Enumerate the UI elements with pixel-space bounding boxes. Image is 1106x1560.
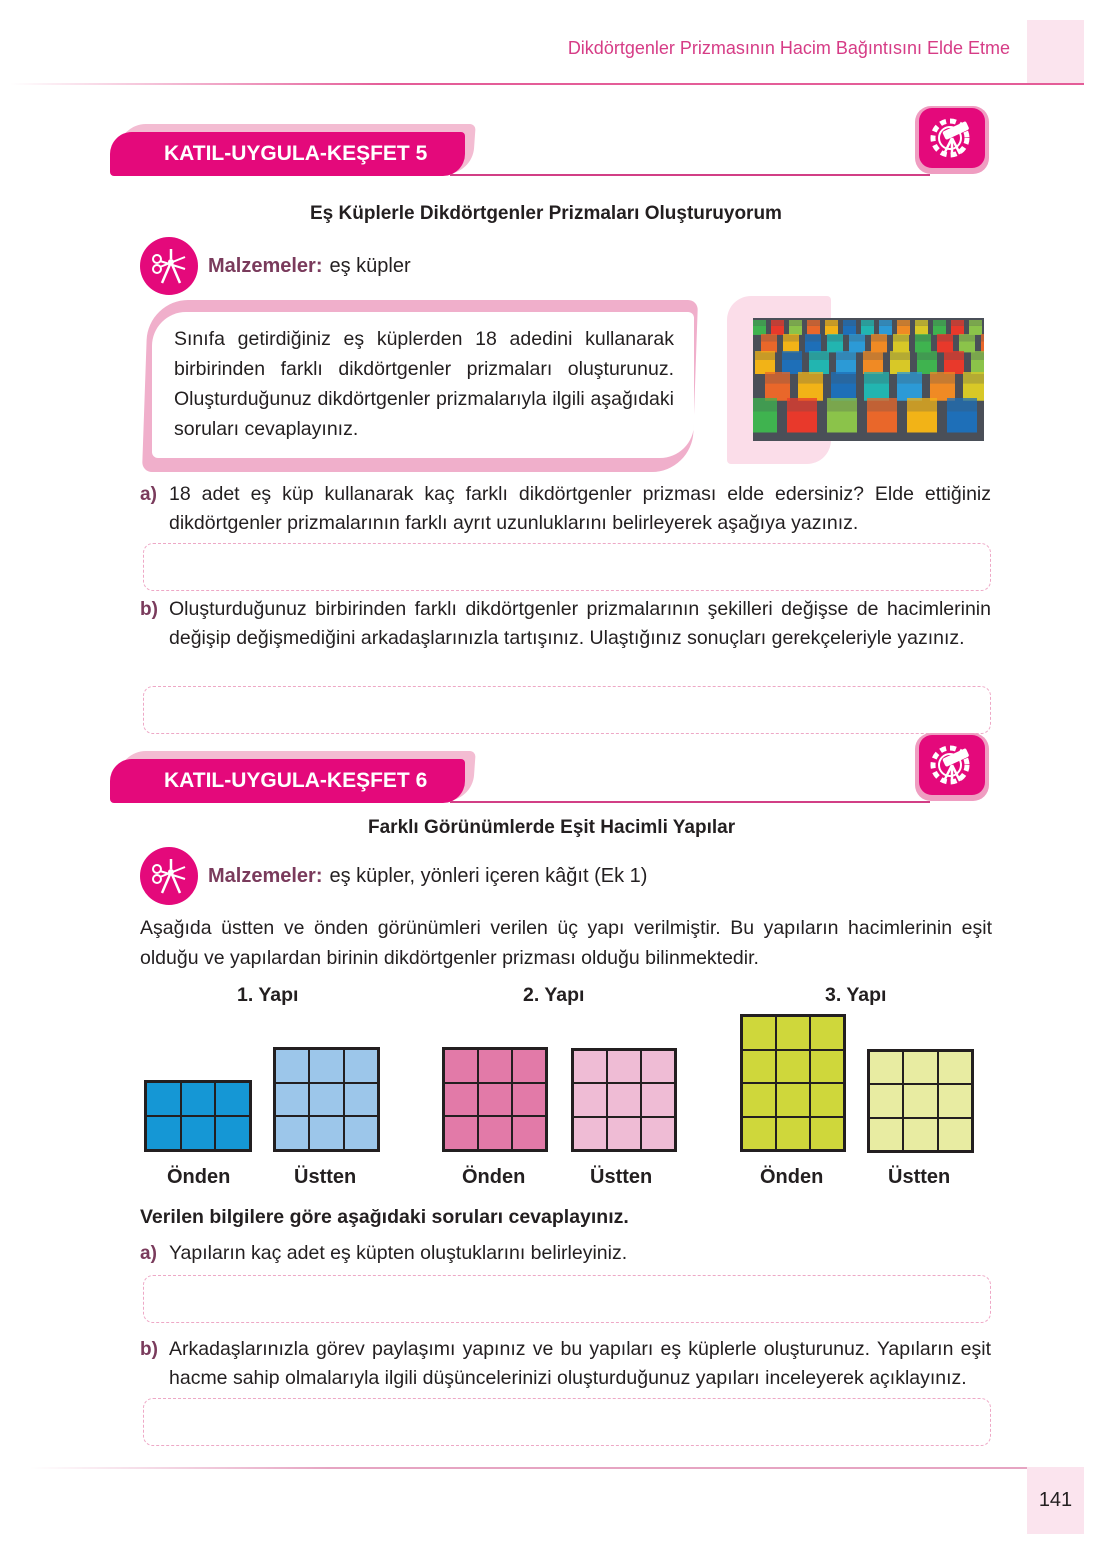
grid-cell [776,1016,810,1050]
grid-cell [810,1050,844,1084]
structure-2-front-label: Önden [462,1166,526,1188]
section5-intro: Sınıfa getirdiğiniz eş küplerden 18 adedini kullanarak birbirinden farklı dikdörtgenler prizmaları oluşturunuz. Oluşturduğunuz dikdörtgenler prizmalarıyla ilgili aşağıdaki soruları cevaplayınız. [174,328,674,440]
grid-cell [478,1049,512,1083]
section5-subtitle: Eş Küplerle Dikdörtgenler Prizmaları Oluşturuyorum [310,203,782,224]
grid-cell [938,1051,972,1084]
s5-answer-b-box[interactable] [143,686,991,734]
materials-label: Malzemeler: [208,864,323,887]
grid-cell [810,1016,844,1050]
grid-cell [275,1116,309,1150]
grid-cell [215,1082,250,1116]
grid-cell [309,1083,343,1117]
grid-cell [776,1050,810,1084]
grid-cell [444,1083,478,1117]
structure-2-front-view [442,1047,548,1152]
grid-cell [181,1116,216,1150]
grid-cell [344,1083,378,1117]
grid-cell [869,1118,903,1151]
grid-cell [344,1049,378,1083]
s6-question-a-text: Yapıların kaç adet eş küpten oluştuklarını belirleyiniz. [169,1242,628,1264]
section6-subtitle: Farklı Görünümlerde Eşit Hacimli Yapılar [368,817,736,838]
grid-cell [512,1049,546,1083]
materials-label: Malzemeler: [208,254,323,277]
section6-banner [110,751,990,821]
s6-answer-b-box[interactable] [143,1398,991,1446]
grid-cell [146,1116,181,1150]
s5-question-b-label: b) [140,599,158,620]
grid-cell [607,1050,641,1083]
grid-cell [478,1083,512,1117]
grid-cell [938,1118,972,1151]
grid-cell [607,1117,641,1150]
structure-1-front-label: Önden [167,1166,231,1188]
materials-text: eş küpler, yönleri içeren kâğıt (Ek 1) [329,864,648,887]
grid-cell [903,1118,937,1151]
grid-cell [215,1116,250,1150]
grid-cell [275,1049,309,1083]
grid-cell [309,1116,343,1150]
structure-1-title: 1. Yapı [237,984,299,1006]
s5-answer-a-box[interactable] [143,543,991,591]
section5-banner [110,124,990,194]
page-number: 141 [1027,1467,1084,1534]
grid-cell [903,1051,937,1084]
grid-cell [444,1116,478,1150]
s6-question-b-label: b) [140,1339,158,1360]
grid-cell [742,1050,776,1084]
header-tab [1027,20,1084,84]
section5-materials [140,237,411,295]
structure-1-top-label: Üstten [294,1166,357,1188]
structure-1-front-view [144,1080,252,1152]
grid-cell [512,1116,546,1150]
s6-answer-a-box[interactable] [143,1275,991,1323]
grid-cell [776,1117,810,1151]
grid-cell [903,1084,937,1117]
section6-instruction: Verilen bilgilere göre aşağıdaki soruları cevaplayınız. [140,1206,629,1228]
structure-2-title: 2. Yapı [523,984,585,1006]
grid-cell [607,1083,641,1116]
structure-2-top-label: Üstten [590,1166,653,1188]
s5-question-a-label: a) [140,484,157,505]
section6-materials [140,847,647,905]
grid-cell [478,1116,512,1150]
telescope-gear-icon [919,108,985,168]
s6-question-a-label: a) [140,1243,157,1264]
structure-3-top-label: Üstten [888,1166,951,1188]
structure-3-front-label: Önden [760,1166,824,1188]
grid-cell [869,1051,903,1084]
grid-cell [573,1083,607,1116]
structure-2-top-view [571,1048,677,1152]
header-title: Dikdörtgenler Prizmasının Hacim Bağıntısını Elde Etme [567,38,1010,58]
s5-question-b-text: Oluşturduğunuz birbirinden farklı dikdörtgenler prizmalarının şekilleri değişse de hacimlerinin değişip değişmediğini arkadaşlarınızla tartışınız. Ulaştığınız sonuçları gerekçeleriyle yazınız. [169,598,991,649]
grid-cell [275,1083,309,1117]
section6-banner-title: KATIL-UYGULA-KEŞFET 6 [164,769,428,792]
grid-cell [742,1016,776,1050]
grid-cell [810,1083,844,1117]
structure-1-top-view [273,1047,380,1152]
grid-cell [641,1083,675,1116]
section5-banner-title: KATIL-UYGULA-KEŞFET 5 [164,142,428,165]
grid-cell [512,1083,546,1117]
grid-cell [810,1117,844,1151]
grid-cell [146,1082,181,1116]
grid-cell [181,1082,216,1116]
s6-question-b-text: Arkadaşlarınızla görev paylaşımı yapınız ve bu yapıları eş küplerle oluşturunuz. Yapıların eşit hacme sahip olmalarıyla ilgili düşüncelerinizi oluşturduğunuz yapıları inceleyerek açıklayınız. [169,1338,991,1389]
grid-cell [938,1084,972,1117]
materials-text: eş küpler [329,254,411,277]
grid-cell [309,1049,343,1083]
grid-cell [344,1116,378,1150]
colorful-cubes-photo [753,318,984,441]
scissors-compass-icon [140,847,198,905]
structure-3-top-view [867,1049,974,1153]
section6-intro: Aşağıda üstten ve önden görünümleri verilen üç yapı verilmiştir. Bu yapıların hacimlerinin eşit olduğu ve yapılardan birinin dikdörtgenler prizması olduğu bilinmektedir. [140,917,992,969]
structure-3-front-view [740,1014,846,1152]
footer-divider [30,1467,1028,1469]
grid-cell [641,1117,675,1150]
grid-cell [444,1049,478,1083]
structure-3-title: 3. Yapı [825,984,887,1006]
telescope-gear-icon [919,735,985,795]
grid-cell [641,1050,675,1083]
grid-cell [573,1117,607,1150]
grid-cell [776,1083,810,1117]
grid-cell [869,1084,903,1117]
header-divider [10,83,1084,85]
grid-cell [742,1117,776,1151]
scissors-compass-icon [140,237,198,295]
grid-cell [742,1083,776,1117]
s5-question-a-text: 18 adet eş küp kullanarak kaç farklı dikdörtgenler prizması elde edersiniz? Elde ettiğiniz dikdörtgenler prizmalarının farklı ayrıt uzunluklarını belirleyerek aşağıya yazınız. [169,483,991,534]
grid-cell [573,1050,607,1083]
